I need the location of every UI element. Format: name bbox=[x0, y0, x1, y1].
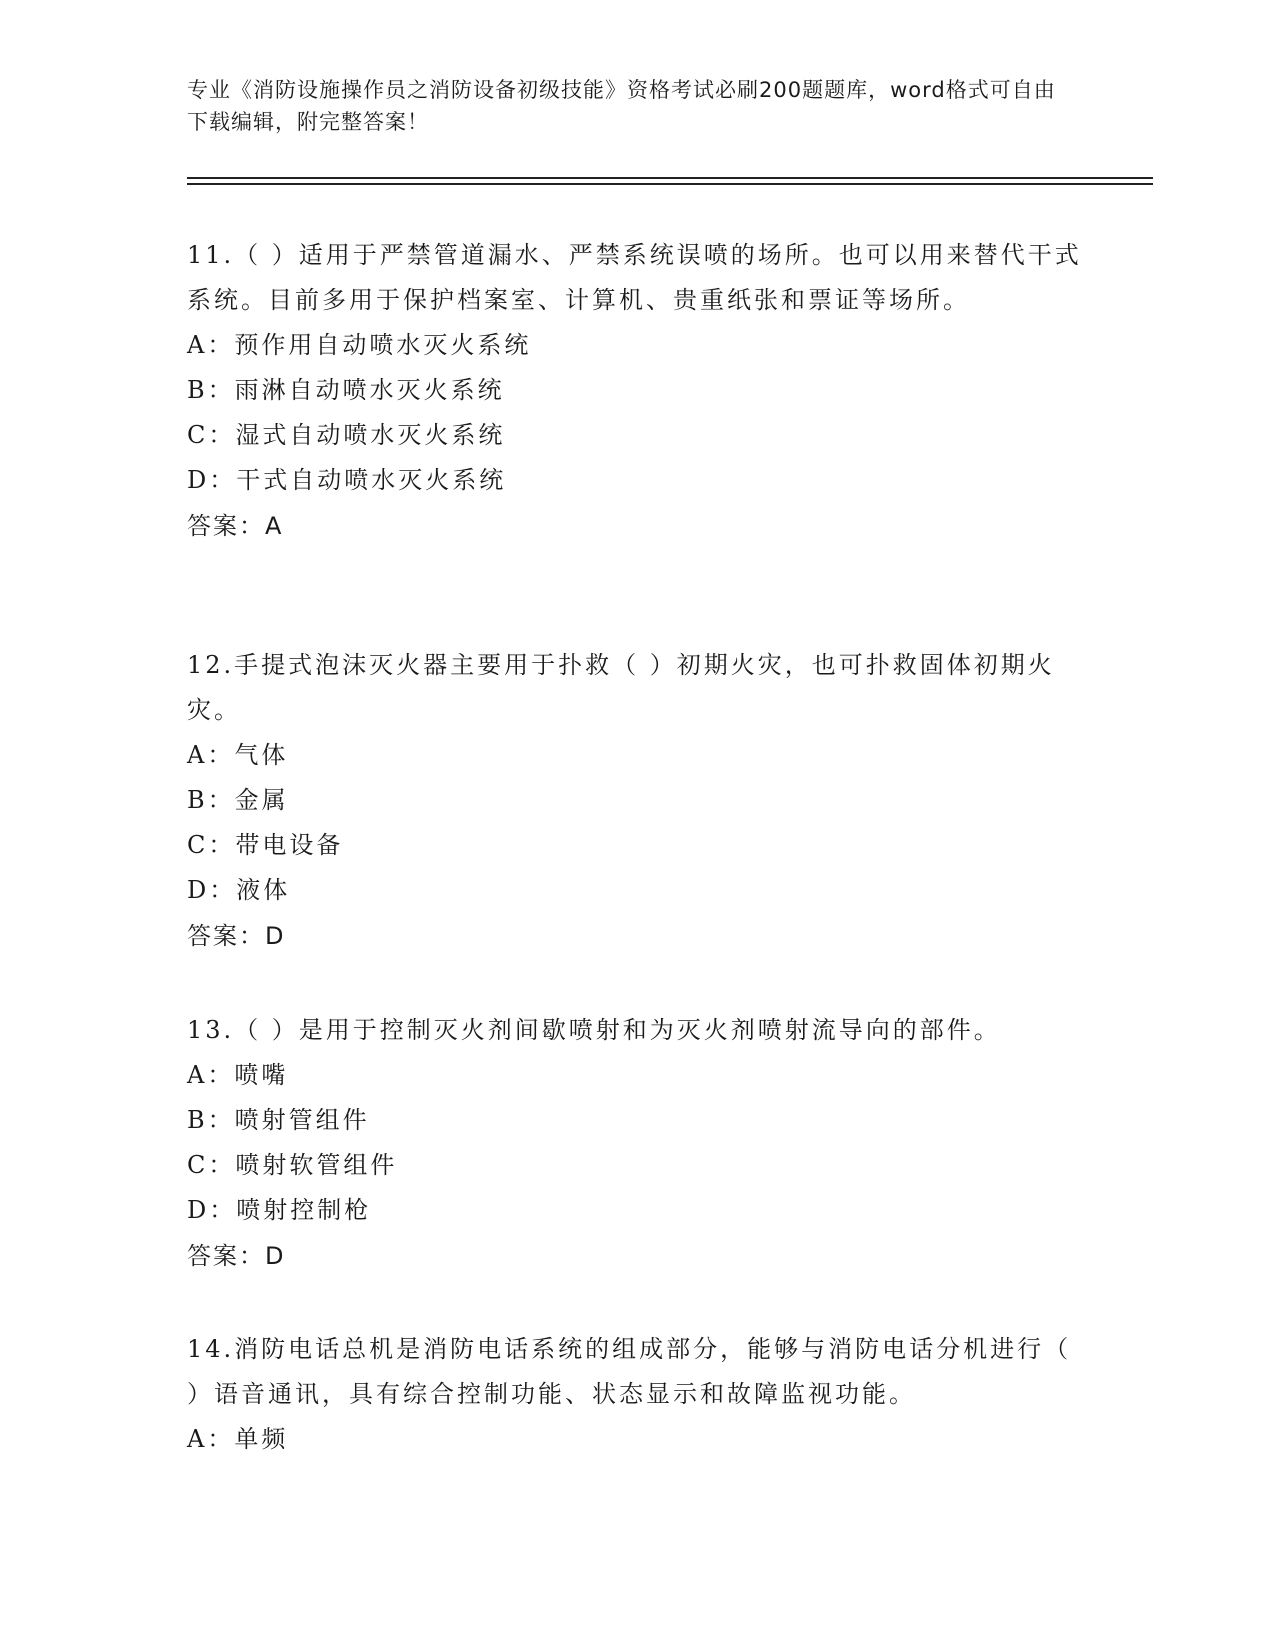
answer: 答案：A bbox=[187, 512, 284, 540]
question-12 bbox=[187, 643, 1087, 959]
header-divider-bottom bbox=[187, 183, 1153, 185]
header-divider-top bbox=[187, 177, 1153, 179]
option-d: D：喷射控制枪 bbox=[187, 1196, 372, 1224]
option-b: B：雨淋自动喷水灭火系统 bbox=[187, 376, 505, 404]
option-b: B：金属 bbox=[187, 786, 289, 814]
option-d: D：干式自动喷水灭火系统 bbox=[187, 466, 507, 494]
answer: 答案：D bbox=[187, 1242, 286, 1270]
option-c: C：喷射软管组件 bbox=[187, 1151, 398, 1179]
option-a: A：气体 bbox=[187, 741, 289, 769]
option-a: A：喷嘴 bbox=[187, 1061, 289, 1089]
question-11 bbox=[187, 233, 1087, 549]
question-stem: 13.（ ）是用于控制灭火剂间歇喷射和为灭火剂喷射流导向的部件。 bbox=[187, 1016, 1001, 1044]
option-a: A：单频 bbox=[187, 1425, 289, 1453]
document-header: 专业《消防设施操作员之消防设备初级技能》资格考试必刷200题题库，word格式可自由下载编辑，附完整答案！ bbox=[187, 78, 1056, 134]
option-b: B：喷射管组件 bbox=[187, 1106, 370, 1134]
option-a: A：预作用自动喷水灭火系统 bbox=[187, 331, 532, 359]
option-c: C：带电设备 bbox=[187, 831, 344, 859]
option-d: D：液体 bbox=[187, 876, 291, 904]
question-14 bbox=[187, 1327, 1087, 1462]
answer: 答案：D bbox=[187, 922, 286, 950]
question-stem: 12.手提式泡沫灭火器主要用于扑救（ ）初期火灾，也可扑救固体初期火灾。 bbox=[187, 651, 1055, 724]
question-stem: 11.（ ）适用于严禁管道漏水、严禁系统误喷的场所。也可以用来替代干式系统。目前多用于保护档案室、计算机、贵重纸张和票证等场所。 bbox=[187, 241, 1082, 314]
question-13 bbox=[187, 1008, 1087, 1279]
question-stem: 14.消防电话总机是消防电话系统的组成部分，能够与消防电话分机进行（ ）语音通讯，具有综合控制功能、状态显示和故障监视功能。 bbox=[187, 1335, 1072, 1408]
option-c: C：湿式自动喷水灭火系统 bbox=[187, 421, 506, 449]
